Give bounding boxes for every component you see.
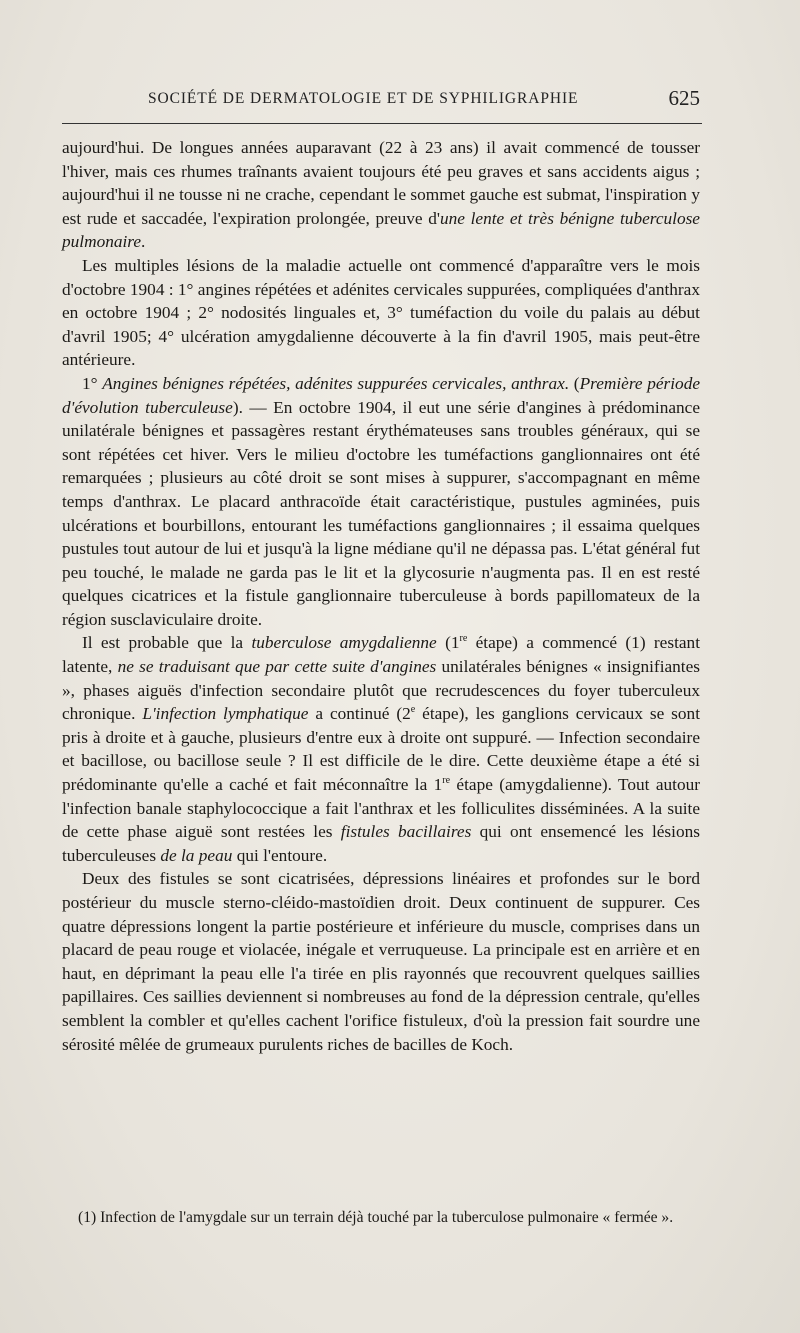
footnote — [62, 1207, 700, 1229]
paragraph-1: aujourd'hui. De longues années auparavant (22 à 23 ans) il avait commencé de tousser l'hiver, mais ces rhumes traînants avaient toujours été peu graves et sans accidents aigus ; aujourd'hui il ne tousse ni ne crache, cependant le sommet gauche est submat, l'inspiration y est rude et saccadée, l'expiration prolongée, preuve d'une lente et très bénigne tuberculose pulmonaire. — [62, 138, 700, 252]
body-text — [62, 136, 700, 1056]
footnote-text: (1) Infection de l'amygdale sur un terrain déjà touché par la tuberculose pulmonaire « fermée ». — [78, 1209, 674, 1226]
paragraph-4: Il est probable que la tuberculose amygdalienne (1re étape) a commencé (1) restant latente, ne se traduisant que par cette suite d'angines unilatérales bénignes « insignifiantes », phases aiguës d'infection secondaire plutôt que recrudescences du foyer tuberculeux chronique. L'infection lymphatique a continué (2e étape), les ganglions cervicaux se sont pris à droite et à gauche, plusieurs d'entre eux à droite ont suppuré. — Infection secondaire et bacillose, ou bacillose seule ? Il est difficile de le dire. Cette deuxième étape a été si prédominante qu'elle a caché et fait méconnaître la 1re étape (amygdalienne). Tout autour l'infection banale staphylococcique a fait l'anthrax et les folliculites disséminées. A la suite de cette phase aiguë sont restées les fistules bacillaires qui ont ensemencé les lésions tuberculeuses de la peau qui l'entoure. — [62, 633, 700, 865]
header-rule — [62, 123, 702, 124]
paragraph-5: Deux des fistules se sont cicatrisées, dépressions linéaires et profondes sur le bord postérieur du muscle sterno-cléido-mastoïdien droit. Deux continuent de suppurer. Ces quatre dépressions longent la partie postérieure et inférieure du muscle, comprises dans un placard de peau rouge et violacée, inégale et verruqueuse. La principale est en arrière et en haut, en déprimant la peau elle l'a tirée en plis rayonnés que recouvrent quelques saillies papillaires. Ces saillies deviennent si nombreuses au fond de la dépression centrale, qu'elles semblent la combler et qu'elles cachent l'orifice fistuleux, d'où la pression fait sourdre une sérosité mêlée de grumeaux purulents riches de bacilles de Koch. — [62, 869, 700, 1054]
running-head: SOCIÉTÉ DE DERMATOLOGIE ET DE SYPHILIGRAPHIE — [148, 90, 579, 107]
page-header — [62, 86, 702, 116]
page-number: 625 — [668, 86, 700, 110]
paragraph-2: Les multiples lésions de la maladie actuelle ont commencé d'apparaître vers le mois d'octobre 1904 : 1° angines répétées et adénites cervicales suppurées, compliquées d'anthrax en octobre 1904 ; 2° nodosités linguales et, 3° tuméfaction du voile du palais au début d'avril 1905; 4° ulcération amygdalienne découverte à la fin d'avril 1905, mais peut-être antérieure. — [62, 255, 700, 370]
paragraph-3: 1° Angines bénignes répétées, adénites suppurées cervicales, anthrax. (Première période d'évolution tuberculeuse). — En octobre 1904, il eut une série d'angines à prédominance unilatérale bénignes et passagères restant érythémateuses sans troubles généraux, qui se sont répétées cet hiver. Vers le milieu d'octobre les tuméfactions ganglionnaires ont été remarquées ; plusieurs au côté droit se sont mises à suppurer, s'accompagnant en même temps d'anthrax. Le placard anthracoïde était caractéristique, pustules agminées, puis ulcérations et bourbillons, entourant les tuméfactions ganglionnaires ; il essaima quelques pustules tout autour de lui et jusqu'à la ligne médiane qu'il ne dépassa pas. L'état général fut peu touché, le malade ne garda pas le lit et la glycosurie n'augmenta pas. Il en est resté quelques cicatrices et la fistule ganglionnaire tuberculeuse à bords papillomateux de la région susclaviculaire droite. — [62, 373, 701, 629]
